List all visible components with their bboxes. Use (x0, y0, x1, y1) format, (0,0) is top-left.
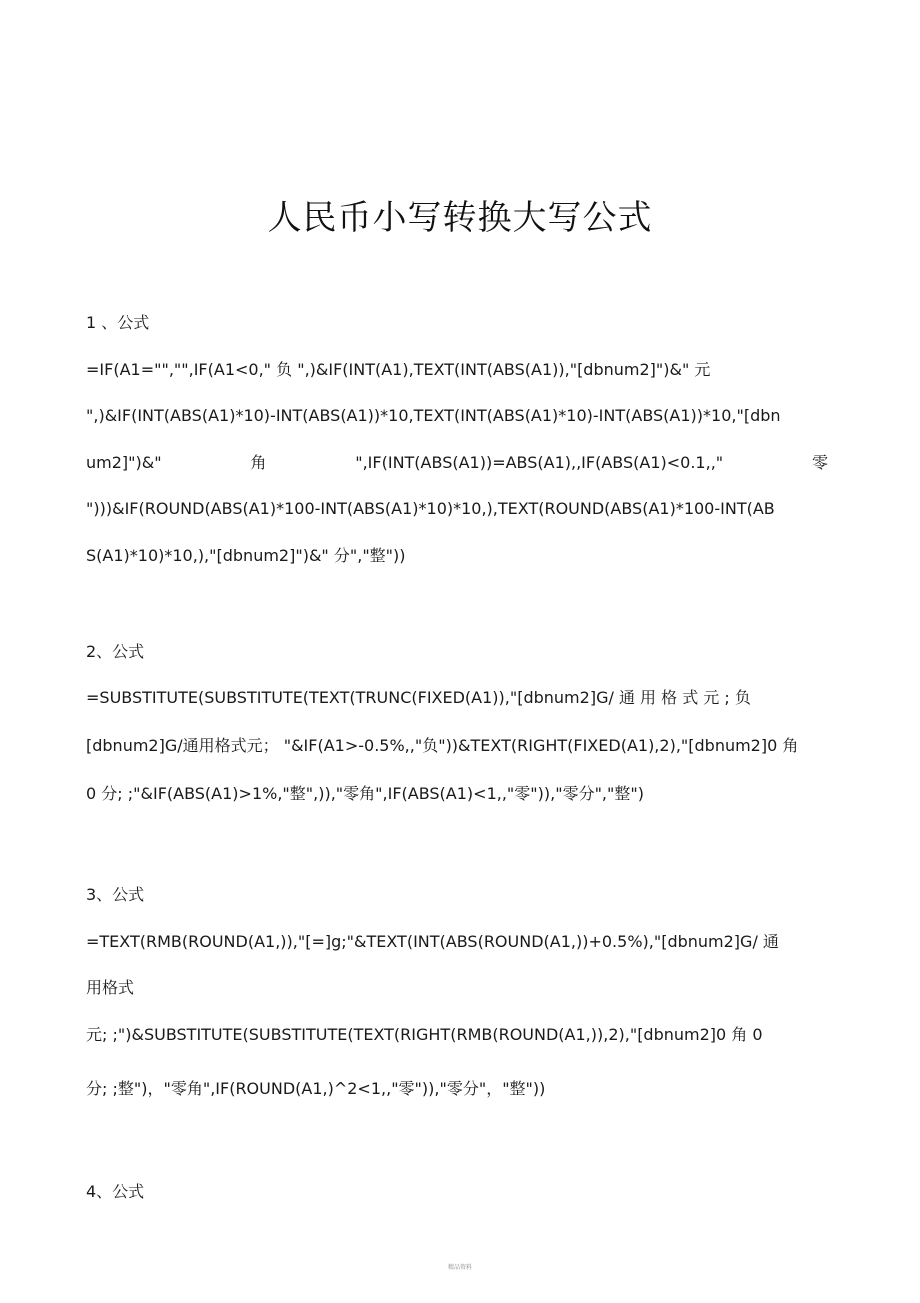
formula-line-justified (86, 453, 828, 473)
page-title: 人民币小写转换大写公式 (267, 198, 653, 238)
formula-line: ")))&IF(ROUND(ABS(A1)*100-INT(ABS(A1)*10)*10,),TEXT(ROUND(ABS(A1)*100-INT(AB (86, 499, 775, 518)
section-heading: 4、公式 (86, 1182, 145, 1201)
formula-line: S(A1)*10)*10,),"[dbnum2]")&" 分","整")) (86, 546, 406, 565)
formula-line: =SUBSTITUTE(SUBSTITUTE(TEXT(TRUNC(FIXED(A1)),"[dbnum2]G/ 通 用 格 式 元 ; 负 (86, 688, 751, 707)
page-footer: 精品资料 (447, 1264, 472, 1271)
formula-line: 分; ;整")，"零角",IF(ROUND(A1,)^2<1,,"零")),"零分"，"整")) (86, 1079, 546, 1098)
formula-line: 用格式 (86, 978, 135, 997)
section-heading: 1 、公式 (86, 313, 150, 332)
formula-line: ",)&IF(INT(ABS(A1)*10)-INT(ABS(A1))*10,TEXT(INT(ABS(A1)*10)-INT(ABS(A1))*10,"[dbn (86, 406, 781, 425)
formula-fragment: ",IF(INT(ABS(A1))=ABS(A1),,IF(ABS(A1)<0.1,," (355, 453, 724, 472)
formula-line: 元; ;")&SUBSTITUTE(SUBSTITUTE(TEXT(RIGHT(RMB(ROUND(A1,)),2),"[dbnum2]0 角 0 (86, 1025, 763, 1044)
formula-fragment: 零 (811, 453, 828, 472)
section-heading: 2、公式 (86, 642, 145, 661)
formula-fragment: um2]")&" (86, 453, 162, 472)
formula-fragment: 角 (250, 453, 267, 472)
section-heading: 3、公式 (86, 885, 145, 904)
formula-line: =TEXT(RMB(ROUND(A1,)),"[=]g;"&TEXT(INT(ABS(ROUND(A1,))+0.5%),"[dbnum2]G/ 通 (86, 932, 779, 951)
formula-line: 0 分; ;"&IF(ABS(A1)>1%,"整",)),"零角",IF(ABS(A1)<1,,"零")),"零分","整") (86, 784, 644, 803)
formula-line: [dbnum2]G/通用格式元； "&IF(A1>-0.5%,,"负"))&TEXT(RIGHT(FIXED(A1),2),"[dbnum2]0 角 (86, 736, 799, 755)
formula-line: =IF(A1="","",IF(A1<0," 负 ",)&IF(INT(A1),TEXT(INT(ABS(A1)),"[dbnum2]")&" 元 (86, 360, 711, 379)
